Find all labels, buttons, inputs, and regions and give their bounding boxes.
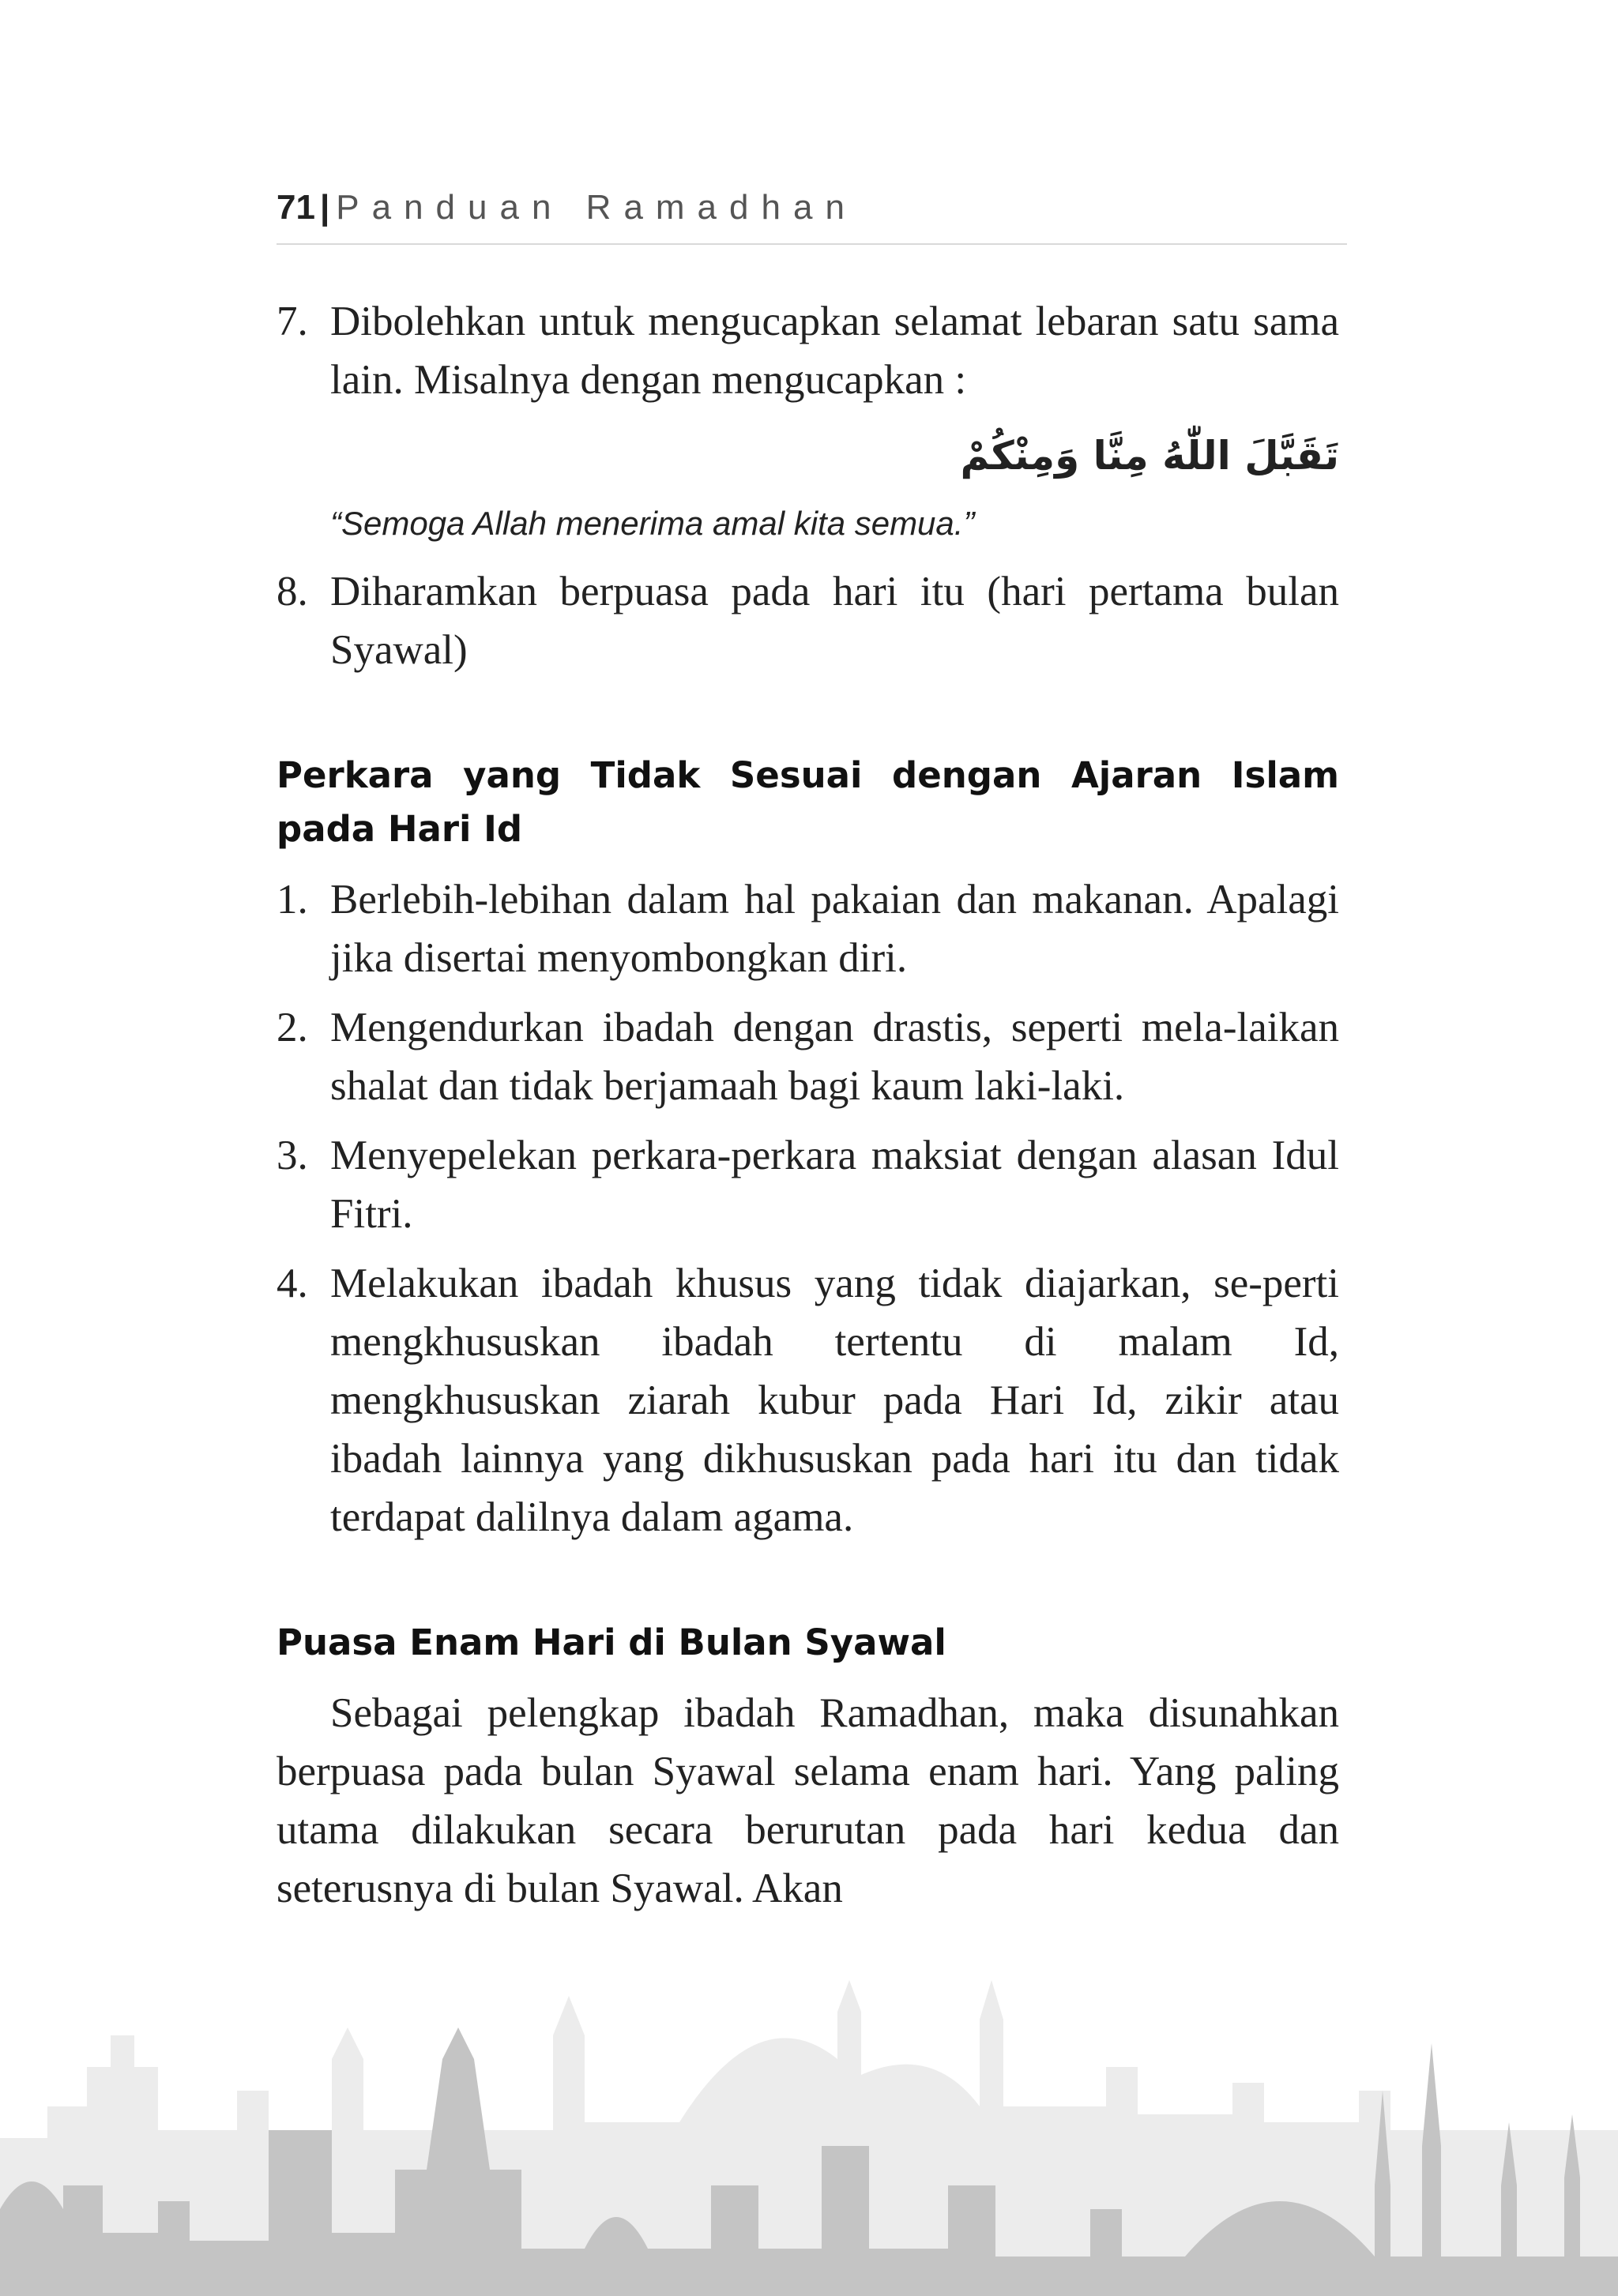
page-header — [277, 188, 1347, 245]
list-text: Mengendurkan ibadah dengan drastis, seperti mela-laikan shalat dan tidak berjamaah bagi kaum laki-laki. — [330, 1005, 1339, 1109]
list-text: Menyepelekan perkara-perkara maksiat dengan alasan Idul Fitri. — [330, 1133, 1339, 1237]
list-number: 4. — [277, 1261, 308, 1306]
body-paragraph: Sebagai pelengkap ibadah Ramadhan, maka disunahkan berpuasa pada bulan Syawal selama enam hari. Yang paling utama dilakukan secara berurutan pada hari kedua dan seterusnya di bulan Syawal. Akan — [277, 1690, 1339, 1911]
list-item — [277, 998, 1339, 1115]
section-heading: Perkara yang Tidak Sesuai dengan Ajaran Islam pada Hari Id — [277, 754, 1339, 850]
list-item — [277, 292, 1339, 409]
list-text: Diharamkan berpuasa pada hari itu (hari pertama bulan Syawal) — [330, 569, 1339, 673]
arabic-translation: “Semoga Allah menerima amal kita semua.” — [330, 505, 975, 542]
list-number: 8. — [277, 569, 308, 614]
running-title: Panduan Ramadhan — [336, 188, 857, 227]
header-separator: | — [319, 188, 330, 227]
arabic-phrase: تَقَبَّلَ اللّٰهُ مِنَّا وَمِنْكُمْ — [960, 433, 1339, 479]
list-text: Dibolehkan untuk mengucapkan selamat lebaran satu sama lain. Misalnya dengan mengucapkan : — [330, 299, 1339, 403]
page-number: 71 — [277, 188, 315, 227]
list-item — [277, 1126, 1339, 1243]
list-number: 2. — [277, 1005, 308, 1050]
page-content — [277, 292, 1339, 1918]
list-number: 3. — [277, 1133, 308, 1178]
list-item — [277, 562, 1339, 679]
list-item — [277, 1254, 1339, 1546]
list-text: Melakukan ibadah khusus yang tidak diajarkan, se-perti mengkhususkan ibadah tertentu di malam Id, mengkhususkan ziarah kubur pada Hari Id, zikir atau ibadah lainnya yang dikhususkan pada hari itu dan tidak terdapat dalilnya dalam agama. — [330, 1261, 1339, 1540]
list-item — [277, 870, 1339, 987]
section-heading: Puasa Enam Hari di Bulan Syawal — [277, 1621, 946, 1663]
list-text: Berlebih-lebihan dalam hal pakaian dan makanan. Apalagi jika disertai menyombongkan diri. — [330, 877, 1339, 981]
list-number: 7. — [277, 299, 308, 344]
list-number: 1. — [277, 877, 308, 923]
city-skyline-illustration — [0, 1948, 1618, 2296]
